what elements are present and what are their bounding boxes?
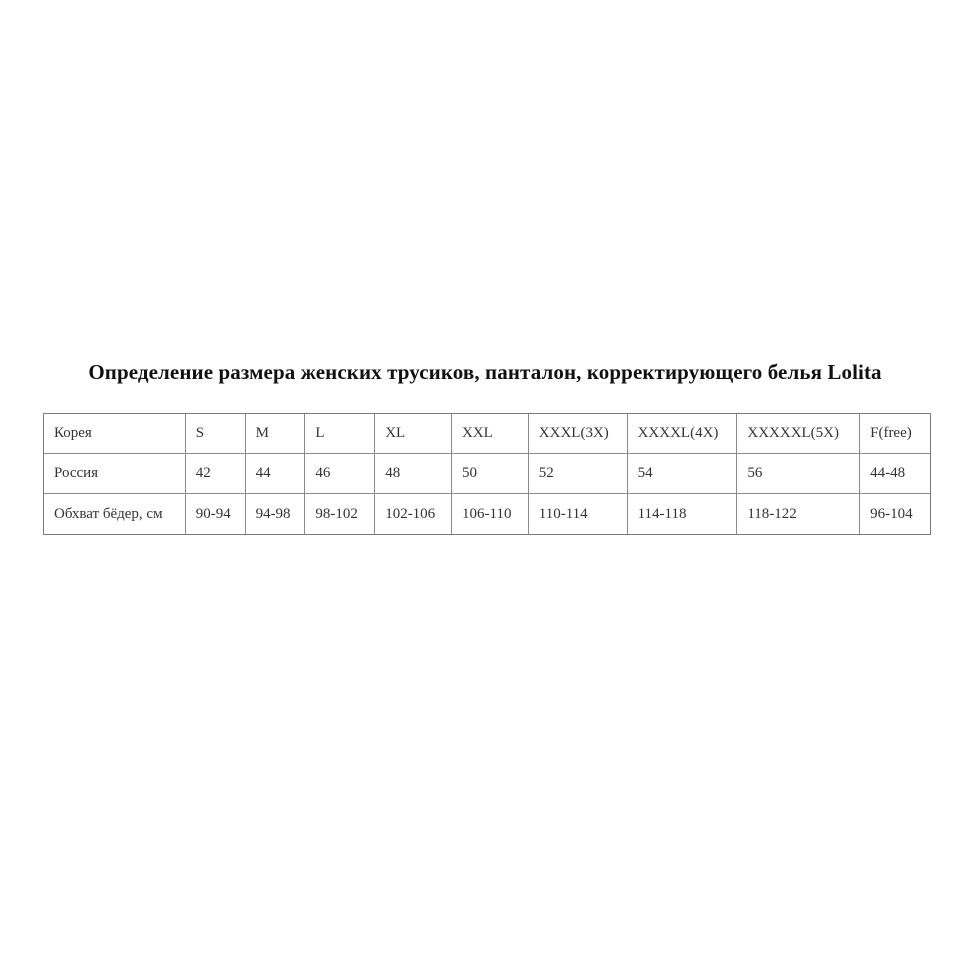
size-chart-table [43, 413, 931, 535]
table-row-russia [44, 454, 930, 494]
table-cell: 110-114 [529, 494, 628, 534]
table-row-hip-girth [44, 494, 930, 534]
table-cell: 98-102 [305, 494, 375, 534]
table-cell: XL [375, 414, 452, 454]
table-cell: 94-98 [246, 494, 306, 534]
table-cell: 96-104 [870, 505, 913, 522]
table-cell: 114-118 [628, 494, 738, 534]
table-cell: 44-48 [860, 454, 930, 494]
page-title: Определение размера женских трусиков, панталон, корректирующего белья Lolita [88, 360, 882, 384]
row-label-russia: Россия [44, 454, 186, 494]
table-cell: 106-110 [452, 494, 529, 534]
table-cell: 56 [737, 454, 860, 494]
table-cell: 90-94 [186, 494, 246, 534]
table-cell: XXXXXL(5X) [737, 414, 860, 454]
table-cell: 50 [452, 454, 529, 494]
table-cell: 54 [628, 454, 738, 494]
table-cell: 46 [305, 454, 375, 494]
table-cell: XXL [452, 414, 529, 454]
row-label-hip-girth: Обхват бёдер, см [44, 494, 186, 534]
table-row-korea [44, 414, 930, 454]
table-cell: XXXXL(4X) [628, 414, 738, 454]
table-cell: M [246, 414, 306, 454]
table-cell: 102-106 [375, 494, 452, 534]
table-cell: 52 [529, 454, 628, 494]
table-cell: S [186, 414, 246, 454]
table-cell: 118-122 [737, 494, 860, 534]
table-cell: 48 [375, 454, 452, 494]
row-label-korea: Корея [44, 414, 186, 454]
table-cell: L [305, 414, 375, 454]
table-cell: XXXL(3X) [529, 414, 628, 454]
table-cell: 42 [186, 454, 246, 494]
table-cell: F(free) [860, 414, 930, 454]
table-cell: 44 [246, 454, 306, 494]
